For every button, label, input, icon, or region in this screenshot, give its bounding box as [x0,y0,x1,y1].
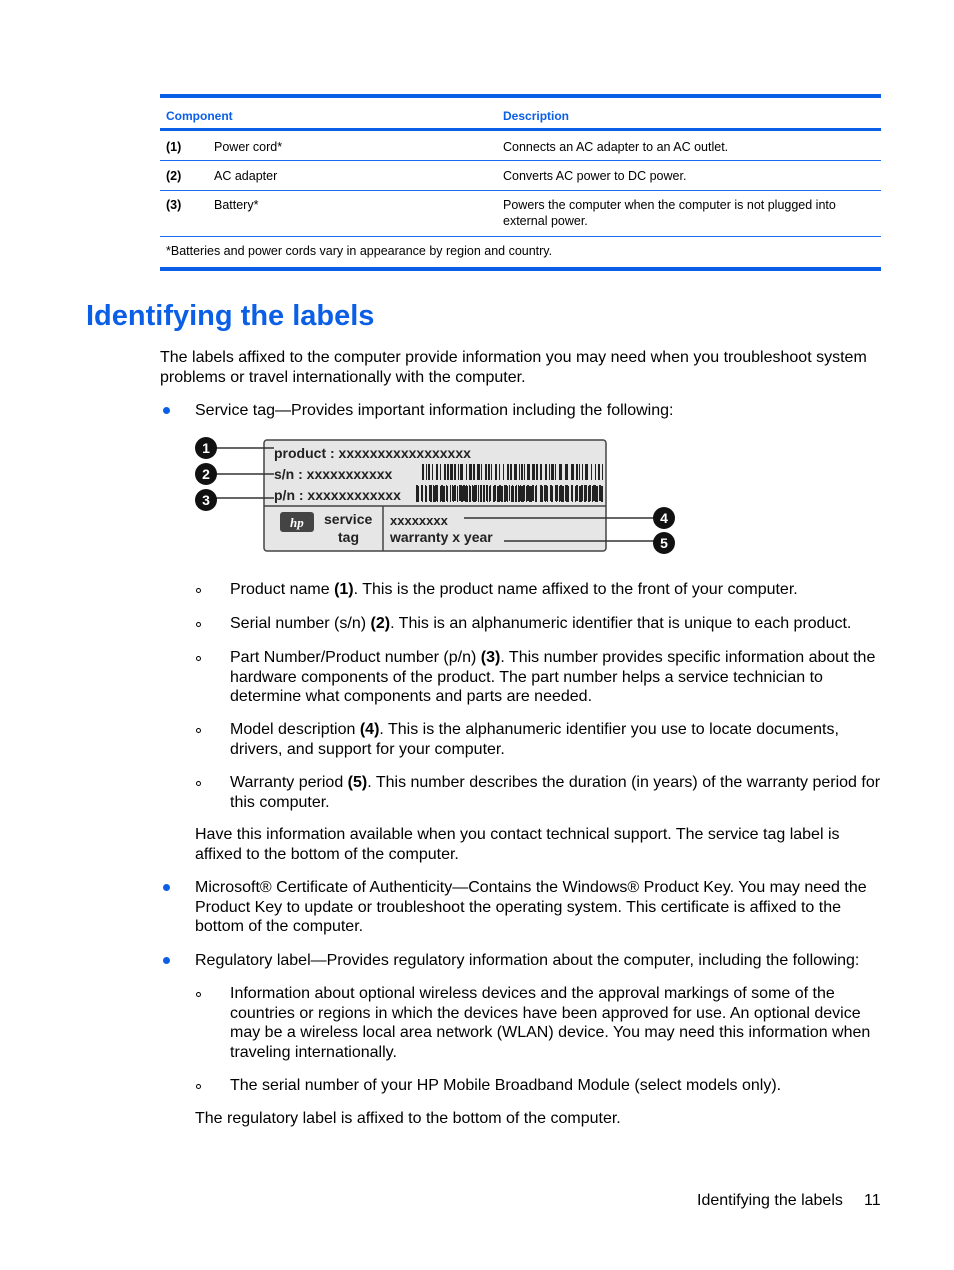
regulatory-note: The regulatory label is affixed to the bottom of the computer. [195,1110,621,1127]
bullet-icon [163,884,170,891]
barcode-bar [520,485,521,501]
barcode-bar [440,486,441,502]
barcode-bar [499,464,500,480]
service-word: service [324,511,373,527]
service-tag-note: Have this information available when you contact technical support. The service tag label is affixed to the bottom of the computer. [195,826,840,863]
barcode-bar [592,486,593,502]
barcode-bar [430,486,432,502]
row-description: Converts AC power to DC power. [503,169,687,183]
barcode-bar [490,485,491,501]
barcode-bar [425,486,427,502]
barcode-bar [579,486,582,502]
barcode-bar [591,464,592,480]
barcode-bar [433,486,436,502]
barcode-bar [493,486,495,502]
sub-item-part-number: Part Number/Product number (p/n) (3). This number provides specific information about the hardware components of the product. The part number helps a service technician to determine what components and parts are needed. [230,649,876,705]
barcode-bar [480,486,482,502]
reg-sub-broadband: The serial number of your HP Mobile Broadband Module (select models only). [230,1077,782,1094]
barcode-bar [510,464,512,480]
barcode-bar [497,486,500,502]
barcode-bar [450,486,451,502]
row-number: (3) [166,198,182,212]
sub-bullet-icon [196,656,201,661]
hp-logo-text: hp [290,515,304,530]
barcode-bar [444,464,446,480]
callout-4-label: 4 [660,510,668,526]
barcode-bar [576,464,578,480]
part-line: p/n : xxxxxxxxxxxx [274,487,401,503]
barcode-bar [561,486,564,502]
barcode-bar [446,485,447,501]
barcode-bar [437,486,438,502]
barcode-bar [555,464,556,480]
barcode-bar [478,486,479,502]
callout-2-label: 2 [202,466,210,482]
barcode-bar [602,464,603,480]
intro-paragraph: The labels affixed to the computer provide information you may need when you troubleshoot system problems or travel internationally with the computer. [160,349,867,386]
barcode-bar [469,486,471,502]
barcode-bar [507,486,508,502]
bullet-icon [163,407,170,414]
table-row [160,161,881,191]
row-component: Battery* [214,198,259,212]
barcode-bar [436,464,438,480]
barcode-bar [504,486,506,502]
barcode-bar [503,464,504,480]
barcode-bar [491,464,492,480]
barcode-bar [529,486,532,502]
header-description: Description [503,109,570,123]
barcode-bar [514,464,517,480]
barcode-bar [585,464,588,480]
header-component: Component [166,109,233,123]
barcode-bar [551,464,554,480]
barcode-bar [601,486,603,502]
barcode-bar [519,464,520,480]
barcode-bar [472,485,473,501]
barcode-bar [532,464,535,480]
sub-bullet-icon [196,1084,201,1089]
table-bottom-rule [160,267,881,271]
barcode-bar [458,464,459,480]
barcode-bar [501,486,503,502]
barcode-bar [453,486,454,502]
barcode-bar [559,464,562,480]
barcode-bar [521,464,523,480]
callout-3-label: 3 [202,492,210,508]
barcode-bar [518,486,520,502]
barcode-bar [511,486,514,502]
barcode-bar [442,486,445,502]
barcode-bar [566,486,569,502]
page-number: 11 [864,1192,881,1209]
section-heading: Identifying the labels [86,300,375,332]
barcode-bar [466,464,467,480]
barcode-bar [572,486,573,502]
warranty-value: warranty x year [390,529,493,545]
model-value: xxxxxxxx [390,513,448,528]
barcode-bar [457,486,458,502]
barcode-bar [515,486,517,502]
barcode-bar [532,485,534,501]
barcode-bar [473,486,476,502]
row-number: (2) [166,169,182,183]
barcode-bar [595,464,596,480]
barcode-bar [461,486,463,502]
barcode-bar [447,464,449,480]
callout-1-label: 1 [202,440,210,456]
sub-item-model-description: Model description (4). This is the alphanumeric identifier you use to locate documents, drivers, and support for your computer. [230,721,839,758]
sub-bullet-icon [196,622,201,627]
barcode-bar [545,486,546,502]
row-description: Connects an AC adapter to an AC outlet. [503,140,729,154]
barcode-bar [450,464,453,480]
row-description: Powers the computer when the computer is not plugged into external power. [503,198,836,228]
table-header [160,98,881,128]
sub-bullet-icon [196,781,201,786]
barcode-bar [465,486,468,502]
barcode-bar [432,464,433,480]
components-table [160,94,881,271]
sub-bullet-icon [196,588,201,593]
sub-item-product-name: Product name (1). This is the product name affixed to the front of your computer. [230,581,798,598]
barcode-bar [483,486,485,502]
sub-bullet-icon [196,992,201,997]
barcode-bar [598,464,600,480]
barcode-bar [545,464,547,480]
barcode-bar [485,464,487,480]
barcode-bar [556,486,557,502]
barcode-bar [473,464,475,480]
barcode-bar [521,486,524,502]
row-number: (1) [166,140,182,154]
barcode-bar [582,464,583,480]
sub-item-serial-number: Serial number (s/n) (2). This is an alphanumeric identifier that is unique to each product. [230,615,852,632]
barcode-bar [454,485,456,501]
barcode-bar [454,464,456,480]
barcode-bar [551,486,553,502]
barcode-bar [576,485,578,501]
barcode-bar [477,464,480,480]
barcode-bar [584,486,586,502]
barcode-bar [509,485,510,501]
barcode-bar [565,464,568,480]
barcode-bar [463,485,465,501]
table-row [160,191,881,237]
row-component: AC adapter [214,169,278,183]
table-row [160,131,881,161]
row-component: Power cord* [214,140,283,154]
barcode-bar [460,464,463,480]
barcode-bar [481,464,482,480]
bullet-regulatory: Regulatory label—Provides regulatory information about the computer, including the following: [195,952,860,969]
barcode-bar [416,486,419,502]
barcode-bar [488,464,490,480]
barcode-bar [426,464,427,480]
barcode-bar [428,464,430,480]
barcode-bar [487,486,488,502]
barcode-bar [575,486,576,502]
barcode-bar [489,486,490,502]
barcode-bar [447,486,448,502]
barcode-bar [527,485,529,501]
barcode-bar [547,486,548,502]
barcode-bar [540,486,543,502]
barcode-bar [595,486,598,502]
footer-title: Identifying the labels [697,1192,843,1209]
barcode-bar [524,464,525,480]
barcode-bar [469,464,472,480]
barcode-bar [588,486,590,502]
barcode-bar [422,486,423,502]
barcode-bar [540,464,542,480]
barcode-bar [571,464,574,480]
bullet-icon [163,957,170,964]
footnote-text: *Batteries and power cords vary in appearance by region and country. [166,244,553,258]
table-footnote [160,237,881,267]
barcode-bar [549,464,550,480]
sub-bullet-icon [196,728,201,733]
barcode-bar [536,464,538,480]
reg-sub-wireless: Information about optional wireless devices and the approval markings of some of the countries or regions in which the devices have been approved for use. An optional device may be a wireless local area network (WLAN) device. You may need this information when traveling internationally. [230,985,871,1061]
barcode-bar [495,464,497,480]
barcode-bar [440,464,441,480]
bullet-service-tag: Service tag—Provides important information including the following: [195,402,674,419]
service-tag-figure [192,434,682,558]
barcode-bar [599,485,601,501]
barcode-bar [527,464,530,480]
product-line: product : xxxxxxxxxxxxxxxxx [274,445,471,461]
barcode-bar [452,485,453,501]
tag-word: tag [338,529,359,545]
serial-line: s/n : xxxxxxxxxxx [274,466,393,482]
barcode-bar [422,464,424,480]
barcode-bar [526,486,527,502]
barcode-bar [507,464,509,480]
barcode-bar [579,464,580,480]
sub-item-warranty-period: Warranty period (5). This number describes the duration (in years) of the warranty period for this computer. [230,774,881,811]
barcode-bar [535,486,537,502]
barcode-bar [559,486,560,502]
bullet-certificate: Microsoft® Certificate of Authenticity—Contains the Windows® Product Key. You may need the Product Key to update or troubleshoot the operating system. This certificate is affixed to the bottom of the computer. [195,879,867,935]
callout-5-label: 5 [660,535,668,551]
